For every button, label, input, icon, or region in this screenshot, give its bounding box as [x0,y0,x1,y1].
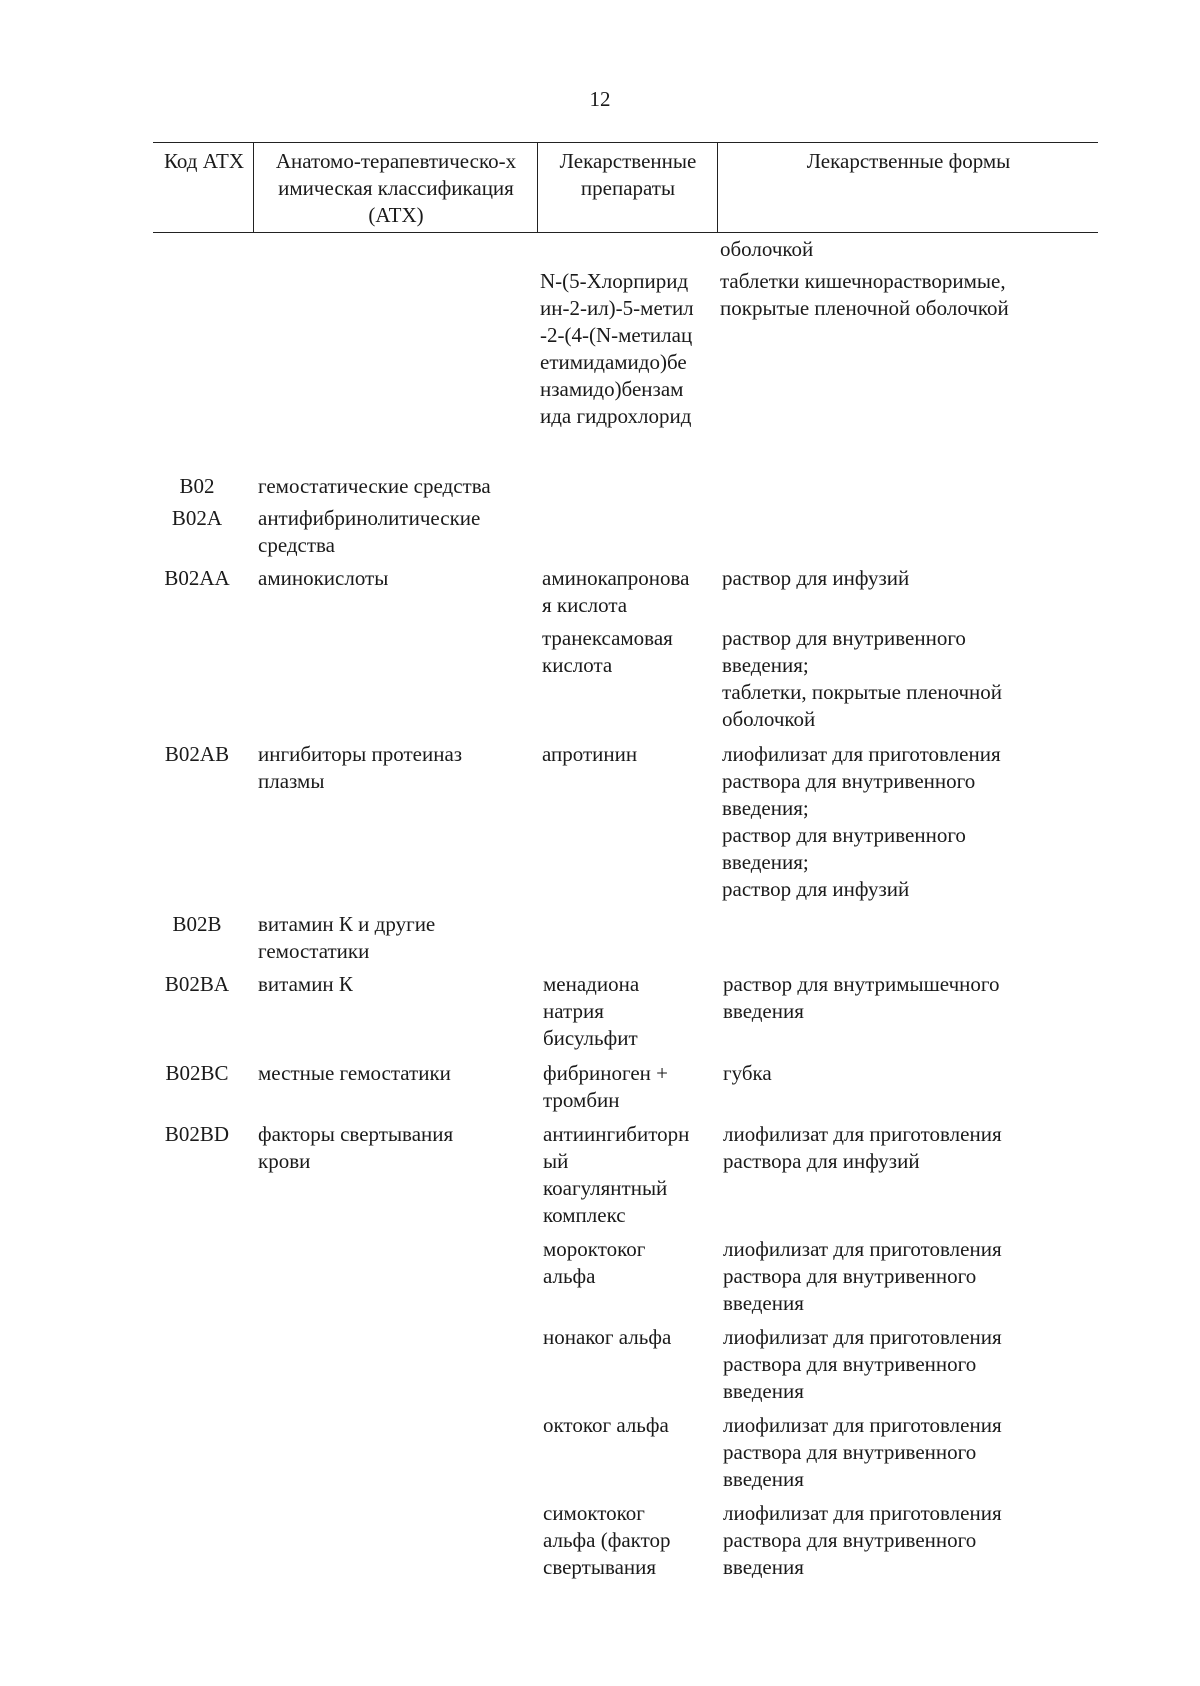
drug-cell: октоког альфа [543,1413,669,1437]
header-code: Код АТХ [163,149,245,173]
form-cell: лиофилизат для приготовления раствора для внутривенного введения [723,1413,1002,1491]
drug-cell: симоктоког альфа (фактор свертывания [543,1501,671,1579]
drug-cell: мороктоког альфа [543,1237,646,1288]
form-cell: оболочкой [720,237,814,261]
form-cell: раствор для внутримышечного введения [723,972,1000,1023]
column-divider-3 [717,142,718,232]
drug-cell: N-(5-Хлорпирид ин-2-ил)-5-метил -2-(4-(N-метилац етимидамидо)бе нзамидо)бензам ида гидрохлорид [540,269,694,428]
classification-cell: антифибринолитические средства [258,506,481,557]
classification-cell: факторы свертывания крови [258,1122,454,1173]
drug-cell: аминокапронова я кислота [542,566,690,617]
form-cell: раствор для внутривенного введения; таблетки, покрытые пленочной оболочкой [722,626,1003,731]
form-cell: лиофилизат для приготовления раствора для внутривенного введения [723,1501,1002,1579]
form-cell: лиофилизат для приготовления раствора для внутривенного введения [723,1237,1002,1315]
form-cell: лиофилизат для приготовления раствора для внутривенного введения [723,1325,1002,1403]
header-drugs: Лекарственные препараты [559,149,697,200]
atc-code: B02B [172,912,222,936]
drug-cell: нонаког альфа [543,1325,672,1349]
form-cell: лиофилизат для приготовления раствора для внутривенного введения; раствор для внутривенного введения; раствор для инфузий [722,742,1001,901]
column-divider-2 [537,142,538,232]
classification-cell: гемостатические средства [258,474,491,498]
atc-code: B02AB [164,742,230,766]
column-divider-1 [253,142,254,232]
drug-cell: менадиона натрия бисульфит [543,972,640,1050]
form-cell: раствор для инфузий [722,566,910,590]
header-classification: Анатомо-терапевтическо-х имическая классификация (АТХ) [275,149,517,227]
atc-code: B02BC [165,1061,229,1085]
atc-code: B02BA [164,972,230,996]
table-top-rule [153,142,1098,143]
page-number: 12 [589,87,611,111]
classification-cell: аминокислоты [258,566,389,590]
form-cell: лиофилизат для приготовления раствора для инфузий [723,1122,1002,1173]
drug-cell: фибриноген + тромбин [543,1061,668,1112]
table-header-rule [153,232,1098,233]
drug-cell: апротинин [542,742,638,766]
classification-cell: витамин К и другие гемостатики [258,912,436,963]
classification-cell: витамин К [258,972,353,996]
atc-code: B02 [179,474,215,498]
atc-code: B02AA [164,566,230,590]
form-cell: таблетки кишечнорастворимые, покрытые пленочной оболочкой [720,269,1009,320]
drug-cell: антиингибиторн ый коагулянтный комплекс [543,1122,690,1227]
classification-cell: местные гемостатики [258,1061,451,1085]
header-forms: Лекарственные формы [806,149,1011,173]
classification-cell: ингибиторы протеиназ плазмы [258,742,463,793]
form-cell: губка [723,1061,772,1085]
atc-code: B02A [171,506,223,530]
atc-code: B02BD [164,1122,230,1146]
drug-cell: транексамовая кислота [542,626,673,677]
